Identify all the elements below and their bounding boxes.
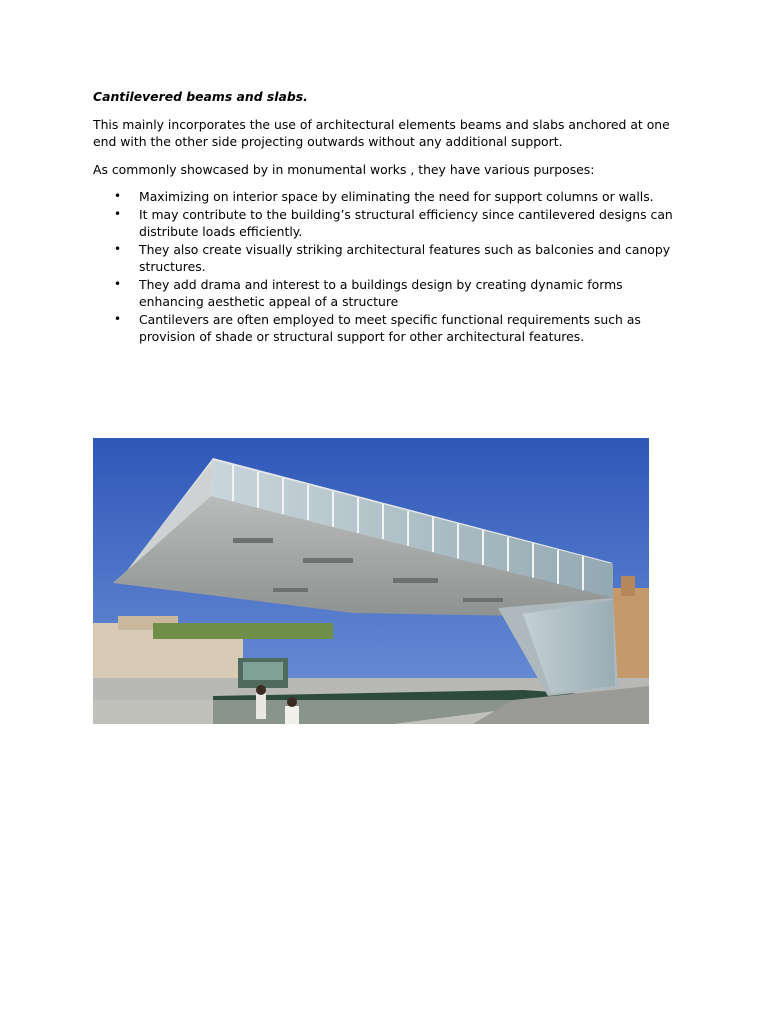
bullet-icon: • (114, 311, 122, 326)
list-item (93, 311, 683, 346)
bullet-icon: • (114, 206, 122, 221)
bullet-icon: • (114, 189, 122, 203)
list-item (93, 241, 683, 276)
purposes-paragraph: As commonly showcased by in monumental works , they have various purposes: (93, 161, 595, 177)
cantilever-building-photo (93, 438, 649, 724)
section-heading: Cantilevered beams and slabs. (93, 89, 308, 104)
document-body (93, 88, 683, 346)
list-item-text: They add drama and interest to a buildings design by creating dynamic forms enhancing aesthetic appeal of a structure (139, 276, 623, 309)
list-item-text: Cantilevers are often employed to meet specific functional requirements such as provision of shade or structural support for other architectural features. (139, 311, 641, 344)
bullet-icon: • (114, 276, 122, 291)
list-item-text: They also create visually striking architectural features such as balconies and canopy structures. (139, 241, 671, 274)
list-item-text: It may contribute to the building’s structural efficiency since cantilevered designs can distribute loads efficiently. (139, 206, 673, 239)
purposes-list (93, 188, 683, 346)
list-item (93, 276, 683, 311)
intro-paragraph: This mainly incorporates the use of architectural elements beams and slabs anchored at one end with the other side projecting outwards without any additional support. (93, 116, 670, 149)
list-item (93, 188, 683, 206)
bullet-icon: • (114, 241, 122, 256)
list-item-text: Maximizing on interior space by eliminating the need for support columns or walls. (139, 189, 654, 204)
list-item (93, 206, 683, 241)
